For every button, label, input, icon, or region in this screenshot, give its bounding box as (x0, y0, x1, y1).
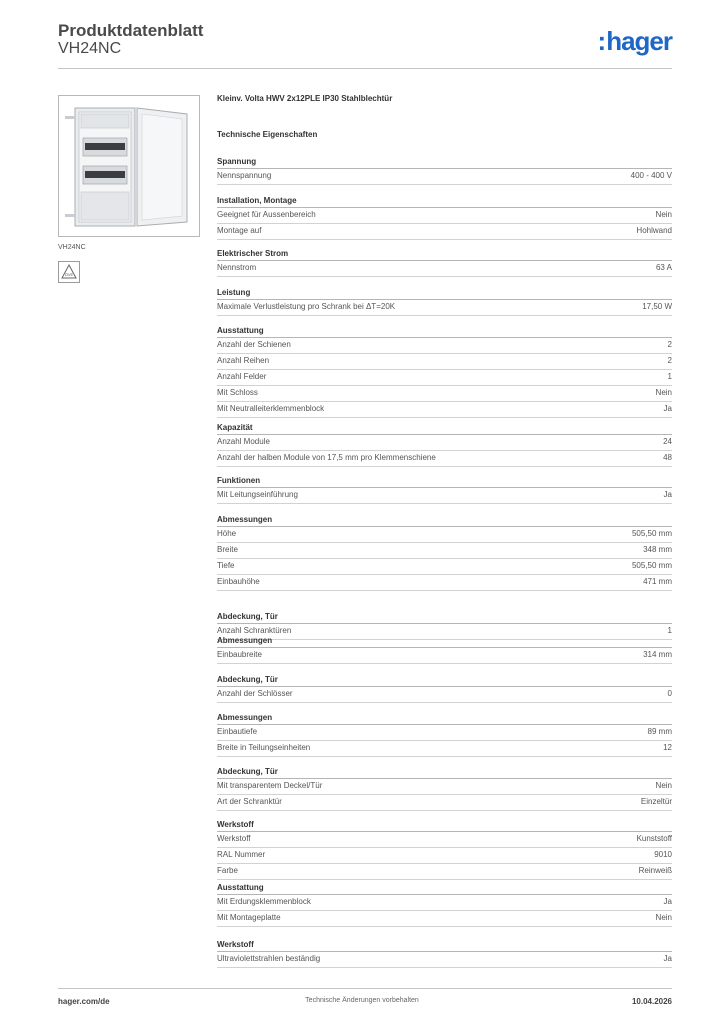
property-value: 348 mm (643, 545, 672, 554)
product-image (58, 95, 200, 237)
property-label: Geeignet für Aussenbereich (217, 210, 316, 219)
property-group (217, 711, 672, 757)
property-group (217, 247, 672, 277)
property-group (217, 324, 672, 418)
property-row (217, 575, 672, 591)
property-row (217, 832, 672, 848)
property-value: 314 mm (643, 650, 672, 659)
property-value: Ja (663, 897, 672, 906)
property-group (217, 474, 672, 504)
property-value: Nein (655, 210, 672, 219)
property-value: Ja (663, 490, 672, 499)
property-label: Mit Erdungsklemmenblock (217, 897, 311, 906)
property-value: Nein (655, 388, 672, 397)
property-value: Kunststoff (636, 834, 672, 843)
property-row (217, 370, 672, 386)
property-row (217, 402, 672, 418)
property-label: Ultraviolettstrahlen beständig (217, 954, 321, 963)
property-row (217, 864, 672, 880)
svg-text:ÖVE: ÖVE (64, 272, 74, 277)
property-label: Mit Schloss (217, 388, 258, 397)
group-heading: Abmessungen (217, 634, 672, 648)
property-group (217, 818, 672, 880)
property-value: 0 (667, 689, 672, 698)
property-row (217, 386, 672, 402)
property-label: Anzahl Schranktüren (217, 626, 292, 635)
property-group (217, 421, 672, 467)
property-label: Mit Montageplatte (217, 913, 281, 922)
property-label: Anzahl der Schienen (217, 340, 291, 349)
property-group (217, 194, 672, 240)
property-row (217, 648, 672, 664)
property-group (217, 938, 672, 968)
property-group (217, 634, 672, 664)
property-label: Mit Neutralleiterklemmenblock (217, 404, 325, 413)
property-value: 2 (667, 356, 672, 365)
property-row (217, 261, 672, 277)
property-label: Anzahl Reihen (217, 356, 270, 365)
property-row (217, 527, 672, 543)
group-heading: Funktionen (217, 474, 672, 488)
property-label: Farbe (217, 866, 238, 875)
property-value: 1 (667, 372, 672, 381)
property-row (217, 741, 672, 757)
property-label: Tiefe (217, 561, 235, 570)
property-row (217, 911, 672, 927)
property-row (217, 488, 672, 504)
property-value: 400 - 400 V (630, 171, 672, 180)
ove-certification-icon (58, 261, 80, 283)
property-label: Mit transparentem Deckel/Tür (217, 781, 323, 790)
property-label: Maximale Verlustleistung pro Schrank bei ΔT=20K (217, 302, 396, 311)
group-heading: Abdeckung, Tür (217, 610, 672, 624)
property-label: Einbauhöhe (217, 577, 260, 586)
property-value: Ja (663, 954, 672, 963)
group-heading: Spannung (217, 155, 672, 169)
property-value: Hohlwand (636, 226, 672, 235)
page-header (58, 20, 672, 70)
property-label: Einbautiefe (217, 727, 258, 736)
property-row (217, 543, 672, 559)
group-heading: Kapazität (217, 421, 672, 435)
property-value: Einzeltür (640, 797, 672, 806)
property-row (217, 338, 672, 354)
property-value: 63 A (655, 263, 672, 272)
product-description: Kleinv. Volta HWV 2x12PLE IP30 Stahlblechtür (217, 94, 393, 103)
property-value: 471 mm (643, 577, 672, 586)
property-row (217, 848, 672, 864)
property-label: Art der Schranktür (217, 797, 282, 806)
group-heading: Werkstoff (217, 938, 672, 952)
property-value: 17,50 W (642, 302, 672, 311)
group-heading: Leistung (217, 286, 672, 300)
property-label: Montage auf (217, 226, 262, 235)
group-heading: Ausstattung (217, 324, 672, 338)
product-code: VH24NC (58, 40, 122, 57)
property-value: 24 (663, 437, 672, 446)
group-heading: Elektrischer Strom (217, 247, 672, 261)
footer-date: 10.04.2026 (631, 997, 672, 1006)
property-row (217, 895, 672, 911)
property-label: Breite (217, 545, 238, 554)
property-value: 1 (667, 626, 672, 635)
logo-text: hager (606, 26, 672, 56)
property-label: Einbaubreite (217, 650, 262, 659)
property-group (217, 881, 672, 927)
property-group (217, 513, 672, 591)
property-row (217, 687, 672, 703)
property-value: 89 mm (647, 727, 672, 736)
property-group (217, 286, 672, 316)
property-label: Nennstrom (217, 263, 257, 272)
property-value: 9010 (654, 850, 672, 859)
property-value: 12 (663, 743, 672, 752)
distribution-board-illustration (59, 96, 199, 236)
property-label: Anzahl der halben Module von 17,5 mm pro Klemmenschiene (217, 453, 436, 462)
property-row (217, 725, 672, 741)
property-value: 505,50 mm (631, 561, 672, 570)
property-row (217, 779, 672, 795)
property-value: 505,50 mm (631, 529, 672, 538)
property-row (217, 169, 672, 185)
footer-website: hager.com/de (58, 997, 110, 1006)
property-group (217, 155, 672, 185)
group-heading: Abdeckung, Tür (217, 673, 672, 687)
property-label: Höhe (217, 529, 237, 538)
property-value: Nein (655, 913, 672, 922)
property-label: Anzahl Felder (217, 372, 267, 381)
property-row (217, 795, 672, 811)
property-label: Anzahl Module (217, 437, 270, 446)
property-value: 48 (663, 453, 672, 462)
property-label: Werkstoff (217, 834, 251, 843)
property-row (217, 354, 672, 370)
footer-disclaimer: Technische Änderungen vorbehalten (305, 997, 419, 1004)
group-heading: Abmessungen (217, 711, 672, 725)
property-row (217, 224, 672, 240)
property-value: 2 (667, 340, 672, 349)
property-row (217, 559, 672, 575)
property-value: Nein (655, 781, 672, 790)
property-label: Breite in Teilungseinheiten (217, 743, 311, 752)
group-heading: Abdeckung, Tür (217, 765, 672, 779)
footer-divider (58, 988, 672, 989)
page-title: Produktdatenblatt (58, 21, 204, 40)
property-row (217, 952, 672, 968)
property-row (217, 435, 672, 451)
group-heading: Ausstattung (217, 881, 672, 895)
property-label: Mit Leitungseinführung (217, 490, 298, 499)
group-heading: Installation, Montage (217, 194, 672, 208)
property-row (217, 208, 672, 224)
property-label: Nennspannung (217, 171, 272, 180)
property-row (217, 451, 672, 467)
header-divider (58, 68, 672, 69)
hager-logo: :hager (597, 26, 672, 56)
group-heading: Abmessungen (217, 513, 672, 527)
image-caption: VH24NC (58, 244, 86, 251)
property-group (217, 765, 672, 811)
property-group (217, 673, 672, 703)
property-value: Ja (663, 404, 672, 413)
property-value: Reinweiß (638, 866, 672, 875)
property-row (217, 300, 672, 316)
section-title: Technische Eigenschaften (217, 130, 318, 139)
property-label: Anzahl der Schlösser (217, 689, 293, 698)
group-heading: Werkstoff (217, 818, 672, 832)
property-label: RAL Nummer (217, 850, 266, 859)
